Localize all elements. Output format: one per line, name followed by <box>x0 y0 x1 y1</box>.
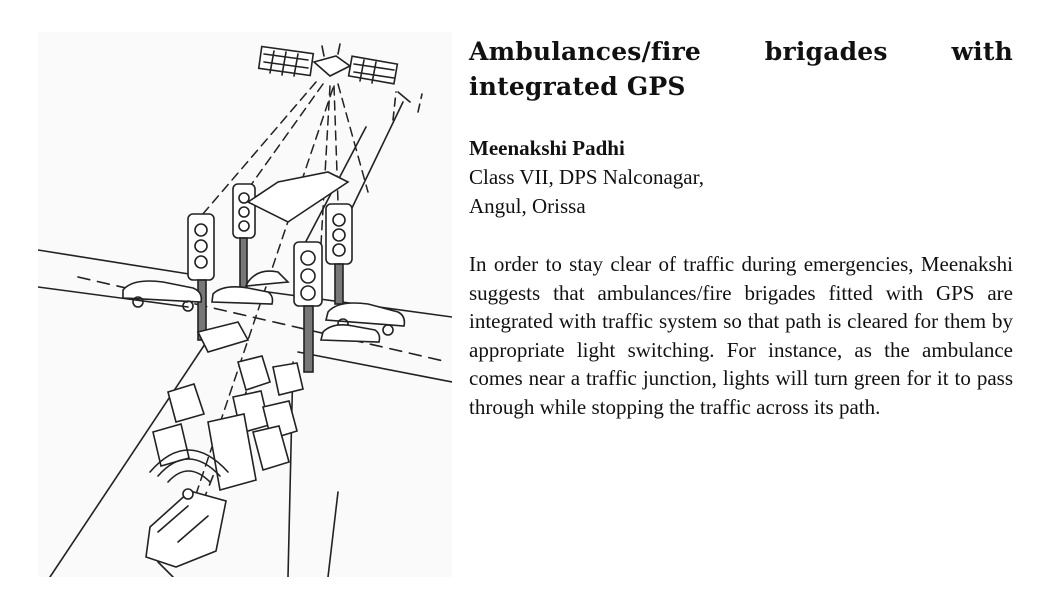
author-name: Meenakshi Padhi <box>469 136 625 160</box>
article-text-column <box>469 34 1013 443</box>
article-body: In order to stay clear of traffic during emergencies, Meenakshi suggests that ambulances/fire brigades fitted with GPS are integrated with traffic system so that path is cleared for them by appropriate light switching. For instance, as the ambulance comes near a traffic junction, lights will turn green for it to pass through while stopping the traffic across its path. <box>469 252 1013 419</box>
author-affiliation-school: Class VII, DPS Nalconagar, <box>469 165 704 189</box>
sketch-drawing <box>38 32 452 577</box>
article-title: Ambulances/fire brigades with integrated GPS <box>469 37 1013 101</box>
gps-traffic-illustration <box>38 32 452 577</box>
cars-cross-road <box>123 271 404 342</box>
satellite-icon <box>259 44 398 84</box>
author-affiliation-location: Angul, Orissa <box>469 194 586 218</box>
